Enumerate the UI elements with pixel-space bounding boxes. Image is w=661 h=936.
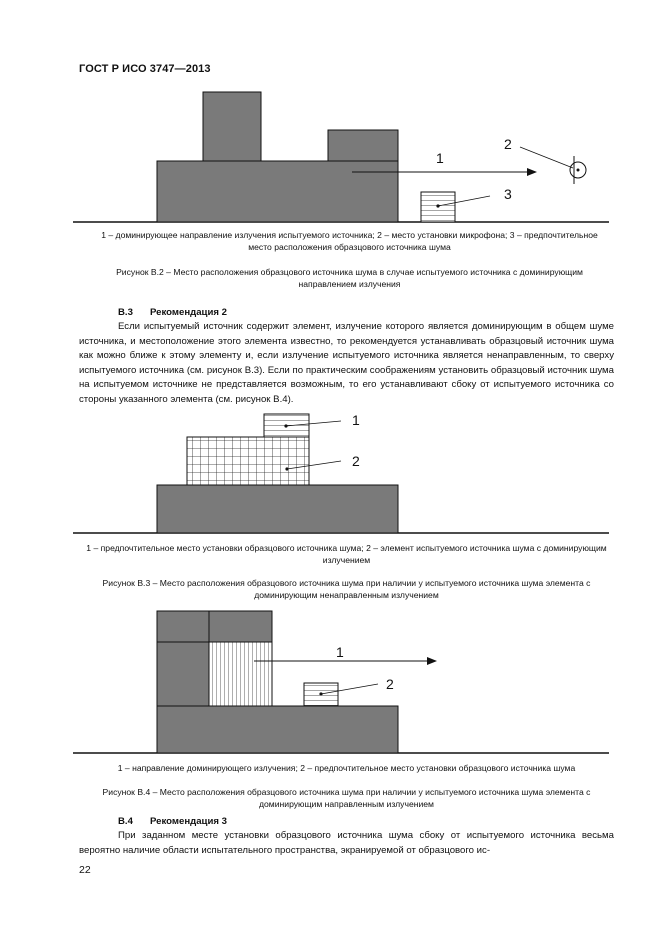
arrow-head <box>527 168 537 176</box>
test-source-tower <box>157 611 209 706</box>
fig-b2-legend: 1 – доминирующее направление излучения испытуемого источника; 2 – место установки микрофона; 3 – предпочтительное место расположения образцового источника шума <box>101 230 598 252</box>
section-b4-paragraph: При заданном месте установки образцового источника шума сбоку от испытуемого источника весьма вероятно наличие области испытательного пространства, экранируемой от образцового ис- <box>79 830 614 856</box>
section-b4-heading <box>118 816 227 827</box>
dominant-element <box>187 437 309 485</box>
fig-b4-label-1: 1 <box>336 644 344 660</box>
document-header: ГОСТ Р ИСО 3747—2013 <box>79 63 211 75</box>
section-title: Рекомендация 3 <box>150 816 227 827</box>
test-source-body <box>157 706 398 753</box>
fig-b2-label-2: 2 <box>504 136 512 152</box>
fig-b3-label-2: 2 <box>352 453 360 469</box>
test-source-block <box>328 130 398 161</box>
fig-b4-caption: Рисунок В.4 – Место расположения образцового источника шума при наличии у испытуемого источника шума элемента с доминирующим направленным излучением <box>102 787 591 809</box>
fig-b3-caption: Рисунок В.3 – Место расположения образцового источника шума при наличии у испытуемого источника шума элемента с доминирующим ненаправленным излучением <box>102 578 591 600</box>
fig-b3-legend: 1 – предпочтительное место установки образцового источника шума; 2 – элемент испытуемого источника шума с доминирующим излучением <box>86 543 607 565</box>
section-number: В.3 <box>118 307 133 318</box>
fig-b4-legend: 1 – направление доминирующего излучения; 2 – предпочтительное место установки образцового источника шума <box>117 763 576 773</box>
test-source-tower <box>203 92 261 161</box>
page-number: 22 <box>79 864 91 876</box>
fig-b2-caption: Рисунок В.2 – Место расположения образцового источника шума в случае испытуемого источника с доминирующим направлением излучения <box>116 267 583 289</box>
fig-b2-label-1: 1 <box>436 150 444 166</box>
section-b3-heading <box>118 307 227 318</box>
test-source-top <box>209 611 272 642</box>
figure-b4 <box>73 611 609 753</box>
fig-b4-label-2: 2 <box>386 676 394 692</box>
figure-b3 <box>73 412 609 533</box>
section-b3-paragraph: Если испытуемый источник содержит элемент, излучение которого является доминирующим в общем шуме источника, и местоположение этого элемента известно, то рекомендуется устанавливать образцовый источник шума как можно ближе к этому элементу и, если излучение испытуемого источника является ненаправленным, то сверху испытуемого источника (см. рисунок В.3). Если по практическим соображениям установить образцовый источник шума на испытуемом источнике не представляется возможным, то его устанавливают сбоку от испытуемого источника со стороны указанного элемента (см. рисунок В.4). <box>79 321 614 405</box>
fig-b2-label-3: 3 <box>504 186 512 202</box>
section-number: В.4 <box>118 816 133 827</box>
fig-b3-label-1: 1 <box>352 412 360 428</box>
test-source-body <box>157 161 398 222</box>
figure-b2 <box>73 92 609 222</box>
dominant-element <box>209 642 272 706</box>
section-title: Рекомендация 2 <box>150 307 227 318</box>
test-source-body <box>157 485 398 533</box>
